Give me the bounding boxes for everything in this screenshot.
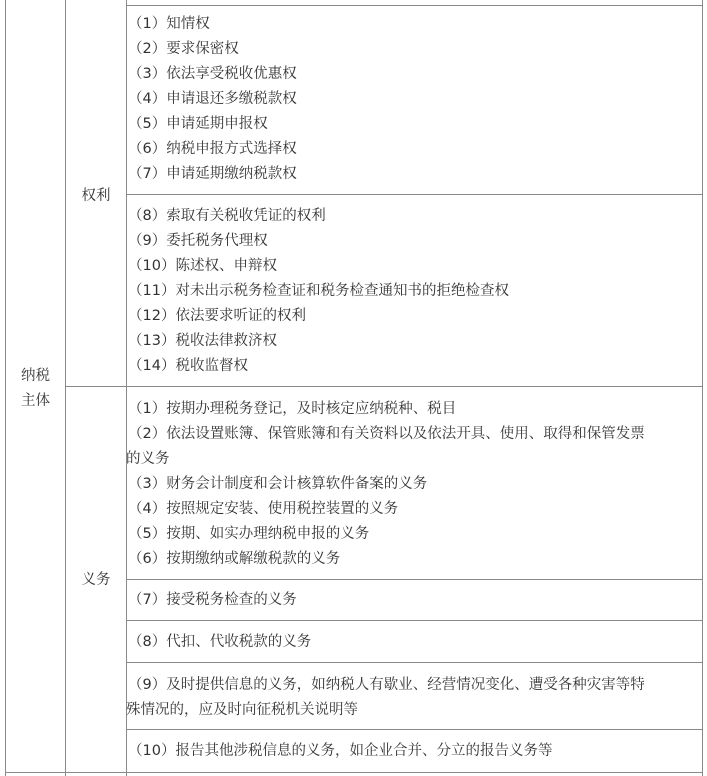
list-item: （2）依法设置账簿、保管账簿和有关资料以及依法开具、使用、取得和保管发票 (128, 426, 645, 442)
rights-obligations-divider (65, 386, 703, 387)
list-item: （14）税收监督权 (128, 358, 248, 374)
list-item: （1）按期办理税务登记，及时核定应纳税种、税目 (128, 401, 457, 417)
list-item: （11）对未出示税务检查证和税务检查通知书的拒绝检查权 (128, 283, 509, 299)
subject-label (6, 364, 65, 414)
list-item-continuation: 殊情况的，应及时向征税机关说明等 (126, 702, 358, 718)
obligations-item-7-cell (128, 588, 702, 613)
obligations-item-10-cell (128, 739, 702, 764)
list-item: （6）按期缴纳或解缴税款的义务 (128, 551, 341, 567)
table-border-bottom (5, 772, 703, 773)
rights-group-2 (128, 204, 702, 379)
obligations-row-divider-1 (126, 579, 703, 580)
obligations-group-1 (128, 397, 702, 572)
list-item: （1）知情权 (128, 16, 210, 32)
obligations-item-9-cell (128, 673, 702, 723)
list-item: （4）按照规定安装、使用税控装置的义务 (128, 501, 399, 517)
obligations-label: 义务 (81, 572, 111, 588)
rights-group-1 (128, 12, 702, 187)
table-border-right (702, 0, 703, 776)
list-item: （5）按期、如实办理纳税申报的义务 (128, 526, 370, 542)
obligations-row-divider-3 (126, 662, 703, 663)
list-item: （3）依法享受税收优惠权 (128, 66, 297, 82)
obligations-item-8-cell (128, 630, 702, 655)
list-item: （5）申请延期申报权 (128, 116, 268, 132)
table-border-top (126, 5, 703, 6)
list-item: （10）陈述权、申辩权 (128, 258, 277, 274)
list-item: （8）索取有关税收凭证的权利 (128, 208, 326, 224)
list-item: （12）依法要求听证的权利 (128, 308, 306, 324)
list-item: （9）委托税务代理权 (128, 233, 268, 249)
rights-row-divider (126, 194, 703, 195)
table-divider-col2 (126, 0, 127, 776)
list-item: （9）及时提供信息的义务，如纳税人有歇业、经营情况变化、遭受各种灾害等特 (128, 677, 645, 693)
list-item: （4）申请退还多缴税款权 (128, 91, 297, 107)
list-item: （6）纳税申报方式选择权 (128, 141, 297, 157)
list-item: （3）财务会计制度和会计核算软件备案的义务 (128, 476, 428, 492)
list-item: （13）税收法律救济权 (128, 333, 277, 349)
table-divider-col1 (65, 0, 66, 776)
obligations-row-divider-2 (126, 620, 703, 621)
subject-label-line-1: 纳税 (21, 368, 50, 384)
rights-label: 权利 (81, 188, 111, 204)
subject-label-line-2: 主体 (21, 393, 50, 409)
obligations-row-divider-4 (126, 729, 703, 730)
list-item: （2）要求保密权 (128, 41, 239, 57)
list-item: （10）报告其他涉税信息的义务，如企业合并、分立的报告义务等 (128, 743, 553, 759)
list-item: （8）代扣、代收税款的义务 (128, 634, 312, 650)
list-item-continuation: 的义务 (126, 451, 170, 467)
list-item: （7）接受税务检查的义务 (128, 592, 297, 608)
list-item: （7）申请延期缴纳税款权 (128, 166, 297, 182)
